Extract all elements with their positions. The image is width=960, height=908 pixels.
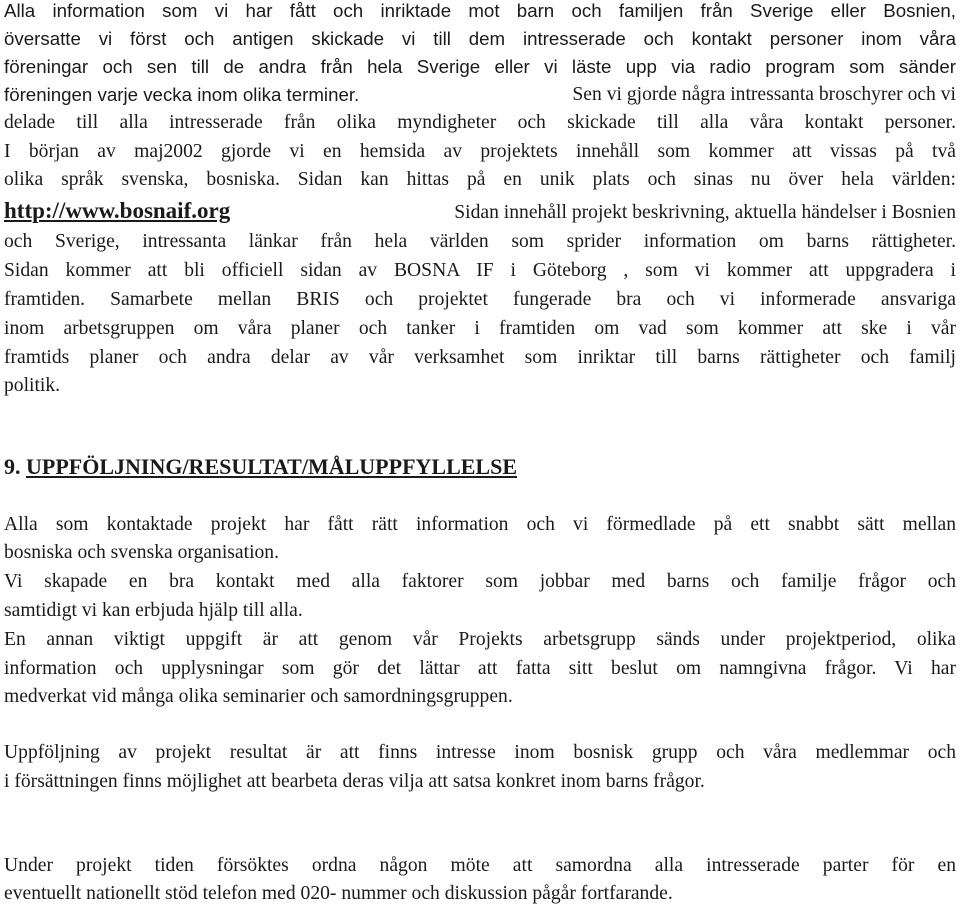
intro-line-13: framtids planer och andra delar av vår verksamhet som inriktar till barns rättigheter och familj: [4, 347, 956, 368]
results-p5-line-2: eventuellt nationellt stöd telefon med 020- nummer och diskussion pågår fortfarande.: [4, 883, 673, 904]
results-p5-line-1: Under projekt tiden försöktes ordna någon möte att samordna alla intresserade parter för en: [4, 855, 956, 876]
results-p1-line-2: bosniska och svenska organisation.: [4, 542, 280, 563]
intro-line-12: inom arbetsgruppen om våra planer och tanker i framtiden om vad som kommer att ske i vår: [4, 318, 956, 339]
intro-line-4-start: föreningen varje vecka inom olika terminer.: [4, 84, 360, 105]
results-p2-line-1: Vi skapade en bra kontakt med alla faktorer som jobbar med barns och familje frågor och: [4, 571, 956, 592]
section-number: 9.: [4, 454, 21, 479]
website-link[interactable]: http://www.bosnaif.org: [4, 198, 231, 223]
intro-line-5: delade till alla intresserade från olika myndigheter och skickade till alla våra kontakt personer.: [4, 112, 956, 133]
section-heading: [4, 454, 517, 480]
intro-line-14: politik.: [4, 375, 61, 396]
results-p4-line-1: Uppföljning av projekt resultat är att finns intresse inom bosnisk grupp och våra medlemmar och: [4, 742, 956, 763]
results-p3-line-1: En annan viktigt uppgift är att genom vår Projekts arbetsgrupp sänds under projektperiod, olika: [4, 629, 956, 650]
intro-line-4: [4, 81, 956, 110]
intro-line-8: [4, 197, 956, 227]
intro-line-4-tail: Sen vi gjorde några intressanta broschyrer och vi: [572, 84, 956, 105]
results-p3-line-3: medverkat vid många olika seminarier och samordningsgruppen.: [4, 686, 513, 707]
results-p1-line-1: Alla som kontaktade projekt har fått rätt information och vi förmedlade på ett snabbt sätt mellan: [4, 514, 956, 535]
intro-line-3: föreningar och sen till de andra från hela Sverige eller vi läste upp via radio program som sänder: [4, 56, 956, 77]
intro-line-8-tail: Sidan innehåll projekt beskrivning, aktuella händelser i Bosnien: [454, 202, 956, 223]
intro-line-10: Sidan kommer att bli officiell sidan av BOSNA IF i Göteborg , som vi kommer att uppgradera i: [4, 260, 956, 281]
intro-line-2: översatte vi först och antigen skickade vi till dem intresserade och kontakt personer inom våra: [4, 28, 956, 49]
intro-line-1: Alla information som vi har fått och inriktade mot barn och familjen från Sverige eller Bosnien,: [4, 0, 956, 21]
intro-line-9: och Sverige, intressanta länkar från hela världen som sprider information om barns rättigheter.: [4, 231, 956, 252]
intro-line-6: I början av maj2002 gjorde vi en hemsida av projektets innehåll som kommer att vissas på två: [4, 141, 956, 162]
results-p4-line-2: i försättningen finns möjlighet att bearbeta deras vilja att satsa konkret inom barns frågor.: [4, 771, 705, 792]
intro-line-7: olika språk svenska, bosniska. Sidan kan hittas på en unik plats och sinas nu över hela världen:: [4, 169, 956, 190]
intro-line-11: framtiden. Samarbete mellan BRIS och projektet fungerade bra och vi informerade ansvariga: [4, 289, 956, 310]
section-title: UPPFÖLJNING/RESULTAT/MÅLUPPFYLLELSE: [26, 454, 517, 479]
results-p2-line-2: samtidigt vi kan erbjuda hjälp till alla.: [4, 600, 303, 621]
results-p3-line-2: information och upplysningar som gör det lättar att fatta sitt beslut om namngivna frågor. Vi har: [4, 658, 956, 679]
